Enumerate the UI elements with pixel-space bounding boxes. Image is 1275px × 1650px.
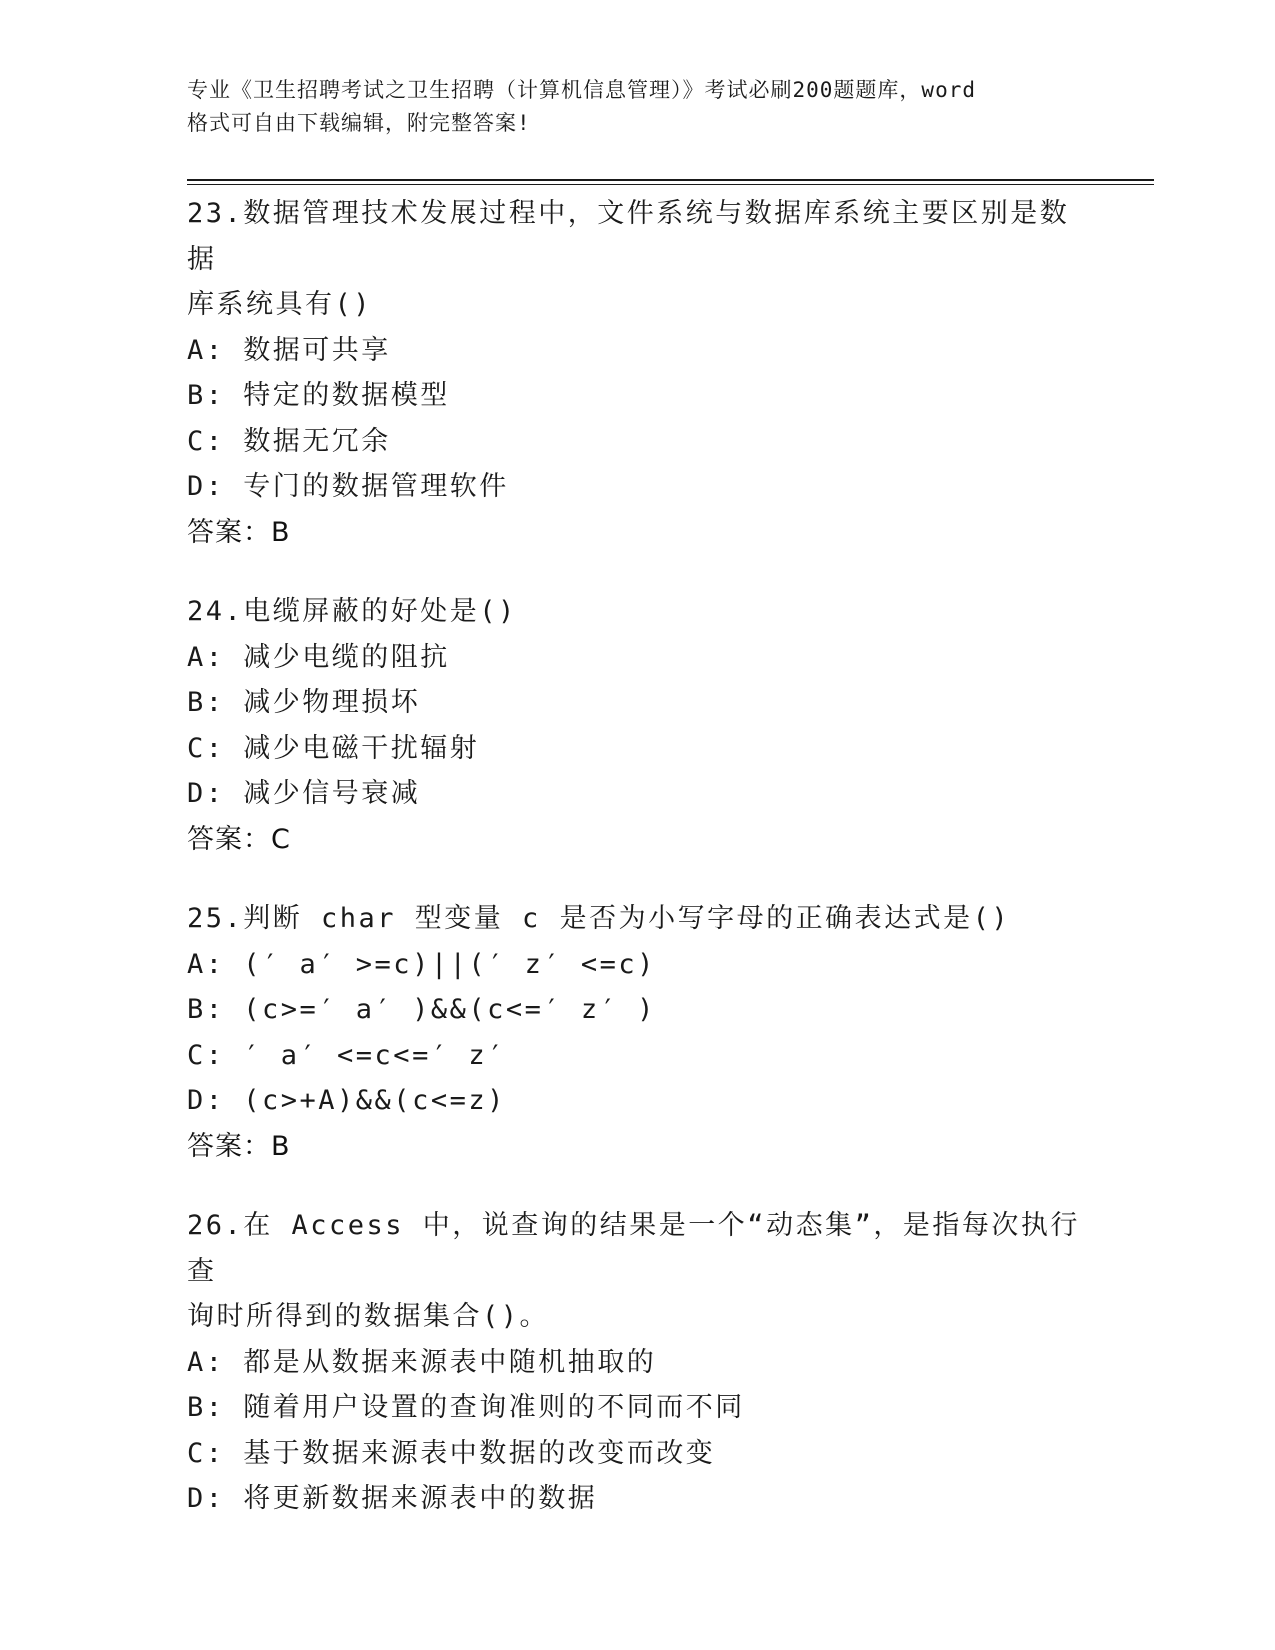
answer-key: 答案：B [187,1130,291,1162]
question-stem: 24.电缆屏蔽的好处是() [187,596,517,627]
option-b: B: 随着用户设置的查询准则的不同而不同 [187,1392,745,1423]
header-line-2: 格式可自由下载编辑，附完整答案! [187,111,531,135]
question-stem: 询时所得到的数据集合()。 [187,1301,550,1332]
option-d: D: 专门的数据管理软件 [187,471,509,502]
option-d: D: (c>+A)&&(c<=z) [187,1085,506,1116]
question-stem: 23.数据管理技术发展过程中，文件系统与数据库系统主要区别是数据 [187,198,1070,275]
option-b: B: (c>=′ a′ )&&(c<=′ z′ ) [187,994,656,1025]
option-d: D: 将更新数据来源表中的数据 [187,1483,598,1514]
question-list [187,191,1087,1556]
header-divider-thick [187,179,1154,181]
option-c: C: 基于数据来源表中数据的改变而改变 [187,1437,716,1469]
option-d: D: 减少信号衰减 [187,778,421,809]
option-a: A: 都是从数据来源表中随机抽取的 [187,1346,657,1378]
option-c: C: ′ a′ <=c<=′ z′ [187,1039,506,1071]
header-divider-thin [187,184,1154,185]
option-c: C: 数据无冗余 [187,425,391,457]
option-b: B: 减少物理损坏 [187,687,421,718]
option-b: B: 特定的数据模型 [187,380,450,411]
question-stem: 库系统具有() [187,289,373,320]
option-a: A: (′ a′ >=c)||(′ z′ <=c) [187,948,656,980]
question-23 [187,191,1087,555]
answer-key: 答案：B [187,516,291,548]
question-25 [187,896,1087,1169]
option-c: C: 减少电磁干扰辐射 [187,732,480,764]
document-header [187,74,1087,140]
question-stem: 26.在 Access 中，说查询的结果是一个“动态集”，是指每次执行查 [187,1210,1080,1287]
option-a: A: 减少电缆的阻抗 [187,641,450,673]
option-a: A: 数据可共享 [187,334,391,366]
question-24 [187,589,1087,862]
question-stem: 25.判断 char 型变量 c 是否为小写字母的正确表达式是() [187,903,1011,934]
question-26 [187,1203,1087,1522]
answer-key: 答案：C [187,823,291,855]
header-line-1: 专业《卫生招聘考试之卫生招聘（计算机信息管理）》考试必刷200题题库，word [187,78,976,102]
